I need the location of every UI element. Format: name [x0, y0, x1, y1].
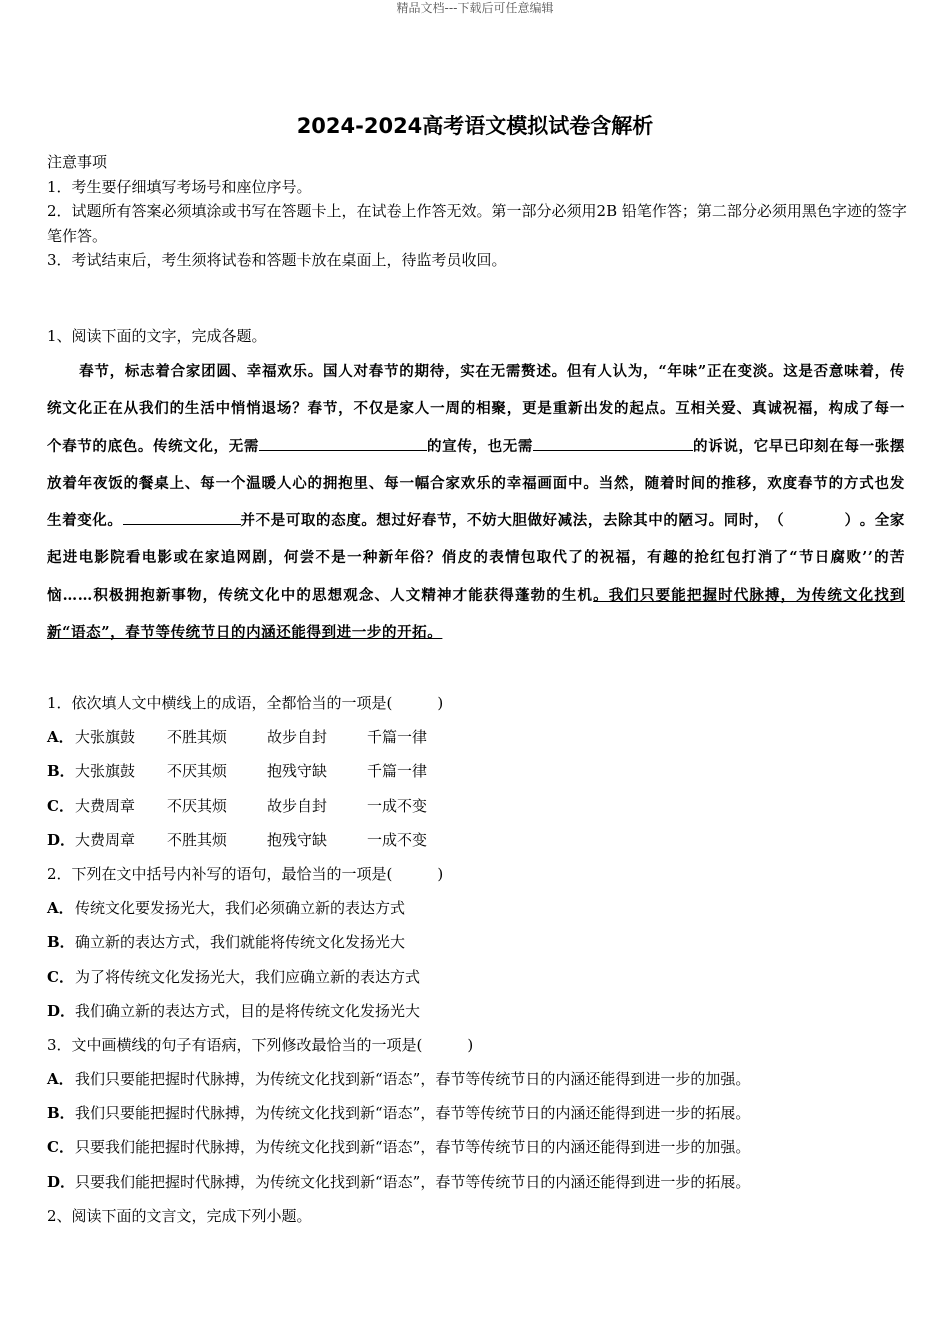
option-letter: D．	[47, 830, 76, 849]
section2-intro: 2、阅读下面的文言文，完成下列小题。	[47, 1206, 312, 1225]
option-cell: 故步自封	[267, 728, 328, 747]
fill-blank-3[interactable]	[123, 506, 241, 525]
option-letter: A．	[47, 728, 74, 747]
option-a[interactable]	[47, 891, 907, 925]
option-cell: 不胜其烦	[167, 830, 228, 849]
option-letter: C．	[47, 796, 74, 815]
option-cell: 抱残守缺	[267, 762, 328, 781]
passage-text: 春节，标志着合家团圆、幸福欢乐。国人对春节的期待，实在无需赘述。但有人认为，“年味”正在变淡。这是否意味着，传统文化正在从我们的生活中悄悄退场？春节，不仅是家人一周的相聚，更是重新出发的起点。互相关爱、真诚祝福，构成了每一个春节的底色。传统文化，无需	[47, 363, 905, 455]
fill-blank-1[interactable]	[259, 432, 427, 451]
question-3	[47, 1028, 907, 1199]
reading-passage	[47, 353, 905, 651]
passage-text: 的宣传，也无需	[426, 437, 534, 455]
option-letter: B．	[47, 1104, 75, 1123]
option-cell: 抱残守缺	[267, 830, 328, 849]
option-letter: B．	[47, 762, 75, 781]
option-cell: 大张旗鼓	[75, 728, 136, 747]
option-letter: D．	[47, 1001, 76, 1020]
option-cell: 故步自封	[267, 796, 328, 815]
option-letter: A．	[47, 899, 74, 918]
option-b[interactable]	[47, 754, 907, 788]
option-d[interactable]	[47, 823, 907, 857]
note-item: 3．考试结束后，考生须将试卷和答题卡放在桌面上，待监考员收回。	[47, 251, 507, 269]
option-letter: A．	[47, 1070, 74, 1089]
option-letter: C．	[47, 1138, 74, 1157]
section1-intro: 1、阅读下面的文字，完成各题。	[47, 327, 267, 345]
passage-text: 。全家起进电影院看电影或在家追网剧，何尝不是一种新年俗？俏皮的表情包取代了的祝福，有趣的抢红包打消了“节日腐败’’的苦恼……积极拥抱新事物，传统文化中的思想观念、人文精神才能获得蓬勃的生机	[47, 512, 905, 604]
option-c[interactable]	[47, 960, 907, 994]
option-cell: 一成不变	[367, 796, 428, 815]
option-letter: C．	[47, 967, 74, 986]
question-stem: 2．下列在文中括号内补写的语句，最恰当的一项是( )	[47, 864, 444, 883]
passage-text: 的诉说，它早已印刻在每一张摆放着年夜饭的餐桌上、每一个温暖人心的拥抱里、每一幅合家欢乐的幸福画面中。当然，随着时间的推移，欢度春节的方式也发生着变化。	[47, 437, 905, 530]
option-a[interactable]	[47, 720, 907, 754]
option-a[interactable]	[47, 1062, 907, 1096]
option-cell: 大费周章	[75, 830, 136, 849]
option-text: 为了将传统文化发扬光大，我们应确立新的表达方式	[75, 967, 421, 986]
option-cell: 不厌其烦	[167, 796, 228, 815]
option-text: 确立新的表达方式，我们就能将传统文化发扬光大	[75, 933, 406, 952]
passage-text: 并不是可取的态度。想过好春节，不妨大胆做好减法，去除其中的陋习。同时，	[240, 512, 770, 530]
note-item: 1．考生要仔细填写考场号和座位序号。	[47, 177, 312, 196]
notes-heading: 注意事项	[47, 153, 108, 171]
notes-section	[47, 150, 907, 273]
option-cell: 一成不变	[367, 830, 428, 849]
question-1	[47, 686, 907, 857]
note-item: 2．试题所有答案必须填涂或书写在答题卡上，在试卷上作答无效。第一部分必须用2B 铅笔作答；第二部分必须用黑色字迹的签字笔作答。	[47, 202, 907, 245]
option-cell: 千篇一律	[367, 728, 428, 747]
option-d[interactable]	[47, 1165, 907, 1199]
question-stem: 1．依次填人文中横线上的成语，全都恰当的一项是( )	[47, 694, 444, 712]
option-text: 我们确立新的表达方式，目的是将传统文化发扬光大	[75, 1001, 421, 1020]
option-text: 只要我们能把握时代脉搏，为传统文化找到新“语态”，春节等传统节日的内涵还能得到进一步的加强。	[75, 1138, 751, 1157]
option-letter: D．	[47, 1172, 76, 1191]
document-title: 2024-2024高考语文模拟试卷含解析	[296, 114, 654, 138]
option-d[interactable]	[47, 994, 907, 1028]
underlined-sentence: 。我们只要能把握时代脉搏，为传统文化找到新“语态”，春节等传统节日的内涵还能得到进一步的开拓。	[47, 586, 905, 642]
option-cell: 不厌其烦	[167, 762, 228, 781]
option-c[interactable]	[47, 789, 907, 823]
option-c[interactable]	[47, 1130, 907, 1164]
option-cell: 大费周章	[75, 796, 136, 815]
option-text: 我们只要能把握时代脉搏，为传统文化找到新“语态”，春节等传统节日的内涵还能得到进一步的加强。	[75, 1070, 751, 1089]
question-stem: 3．文中画横线的句子有语病，下列修改最恰当的一项是( )	[47, 1035, 474, 1054]
fill-blank-2[interactable]	[533, 432, 693, 451]
question-2	[47, 857, 907, 1028]
option-text: 传统文化要发扬光大，我们必须确立新的表达方式	[75, 899, 406, 918]
header-note: 精品文档---下载后可任意编辑	[396, 1, 554, 15]
option-cell: 大张旗鼓	[75, 762, 136, 781]
option-cell: 不胜其烦	[167, 728, 228, 747]
option-letter: B．	[47, 933, 75, 952]
option-text: 我们只要能把握时代脉搏，为传统文化找到新“语态”，春节等传统节日的内涵还能得到进一步的拓展。	[75, 1104, 751, 1123]
option-b[interactable]	[47, 1096, 907, 1130]
option-text: 只要我们能把握时代脉搏，为传统文化找到新“语态”，春节等传统节日的内涵还能得到进一步的拓展。	[75, 1172, 751, 1191]
option-b[interactable]	[47, 925, 907, 959]
questions-list	[47, 686, 907, 1233]
fill-paren[interactable]: （ ）	[769, 512, 860, 530]
option-cell: 千篇一律	[367, 762, 428, 781]
